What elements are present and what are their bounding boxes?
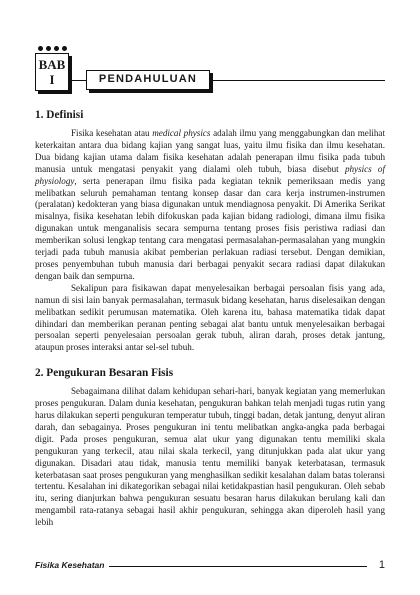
page-number: 1 [378,559,385,571]
chapter-label: BAB [38,57,66,72]
title-rule-right [213,80,385,81]
paragraph-definisi-2: Sekalipun para fisikawan dapat menyelesaikan berbagai persoalan fisis yang ada, namun di sisi lain banyak permasalahan, termasuk bidang kesehatan, harus diselesaikan dengan melibatkan sedikit perumusan matematika. Oleh karena itu, bahasa matematika tidak dapat dihindari dan memberikan peranan penting sebagai alat bantu untuk menyelesaikan berbagai persoalan seperti penyelesaian persoalan gerak tubuh, aliran darah, proses detak jantung, ataupun proses interaksi antar sel-sel tubuh. [35,282,385,353]
chapter-badge [35,53,69,91]
footer-book-title: Fisika Kesehatan [35,560,105,570]
title-rule-left [70,80,86,81]
section-heading-definisi: 1. Definisi [35,109,84,121]
body-content [35,109,385,529]
page-footer [35,560,385,574]
section-heading-pengukuran: 2. Pengukuran Besaran Fisis [35,367,174,380]
chapter-number: I [49,72,55,87]
chapter-title: PENDAHULUAN [98,73,198,85]
chapter-title-box [86,70,210,90]
paragraph-definisi-1: Fisika kesehatan atau medical physics adalah ilmu yang menggabungkan dan melihat keterkaitan antara dua bidang kajian yang sangat luas, yaitu ilmu fisika dan ilmu kesehatan. Dua bidang kajian utama dalam fisika kesehatan adalah penerapan ilmu fisika pada tubuh manusia untuk mengatasi penyakit yang dialami oleh tubuh, biasa disebut physics of physiology, serta penerapan ilmu fisika pada kegiatan teknik pemeriksaan medis yang melibatkan seluruh pemahaman tentang konsep dasar dan cara kerja instrumen-instrumen (peralatan) kedokteran yang biasa digunakan untuk mendiagnosa penyakit. Di Amerika Serikat misalnya, fisika kesehatan lebih difokuskan pada kajian bidang radiologi, dimana ilmu fisika digunakan untuk menganalisis secara sempurna tentang proses fisis peristiwa radiasi dan memberikan solusi lengkap tentang cara mengatasi permasalahan-permasalahan yang mungkin terjadi pada tubuh manusia akibat pemberian perlakuan radiasi tersebut. Dengan demikian, proses penyembuhan tubuh manusia dari berbagai penyakit secara radiasi dapat dilakukan dengan baik dan sempurna. [35,128,385,281]
paragraph-pengukuran-1: Sebagaimana dilihat dalam kehidupan sehari-hari, banyak kegiatan yang memerlukan proses pengukuran. Dalam dunia kesehatan, pengukuran bahkan telah menjadi tugas rutin yang harus dilakukan seperti pengukuran temperatur tubuh, tinggi badan, detak jantung, denyut aliran darah, dan sebagainya. Proses pengukuran ini tentu melibatkan angka-angka pada berbagai digit. Pada proses pengukuran, semua alat ukur yang digunakan tentu memiliki skala pengukuran yang terkecil, atau nilai skala terkecil, yang ditunjukkan pada alat ukur yang digunakan. Disadari atau tidak, manusia tentu memiliki banyak keterbatasan, termasuk keterbatasan saat proses pengukuran yang menghasilkan sedikit kesalahan dalam batas toleransi tertentu. Kesalahan ini dikategorikan sebagai nilai ketidakpastian hasil pengukuran. Oleh sebab itu, sering dianjurkan bahwa pengukuran sesuatu besaran harus dilakukan berulang kali dan mengambil rata-ratanya sebagai hasil akhir pengukuran, sehingga akan diperoleh hasil yang lebih [35,386,386,528]
footer-rule [109,566,367,567]
